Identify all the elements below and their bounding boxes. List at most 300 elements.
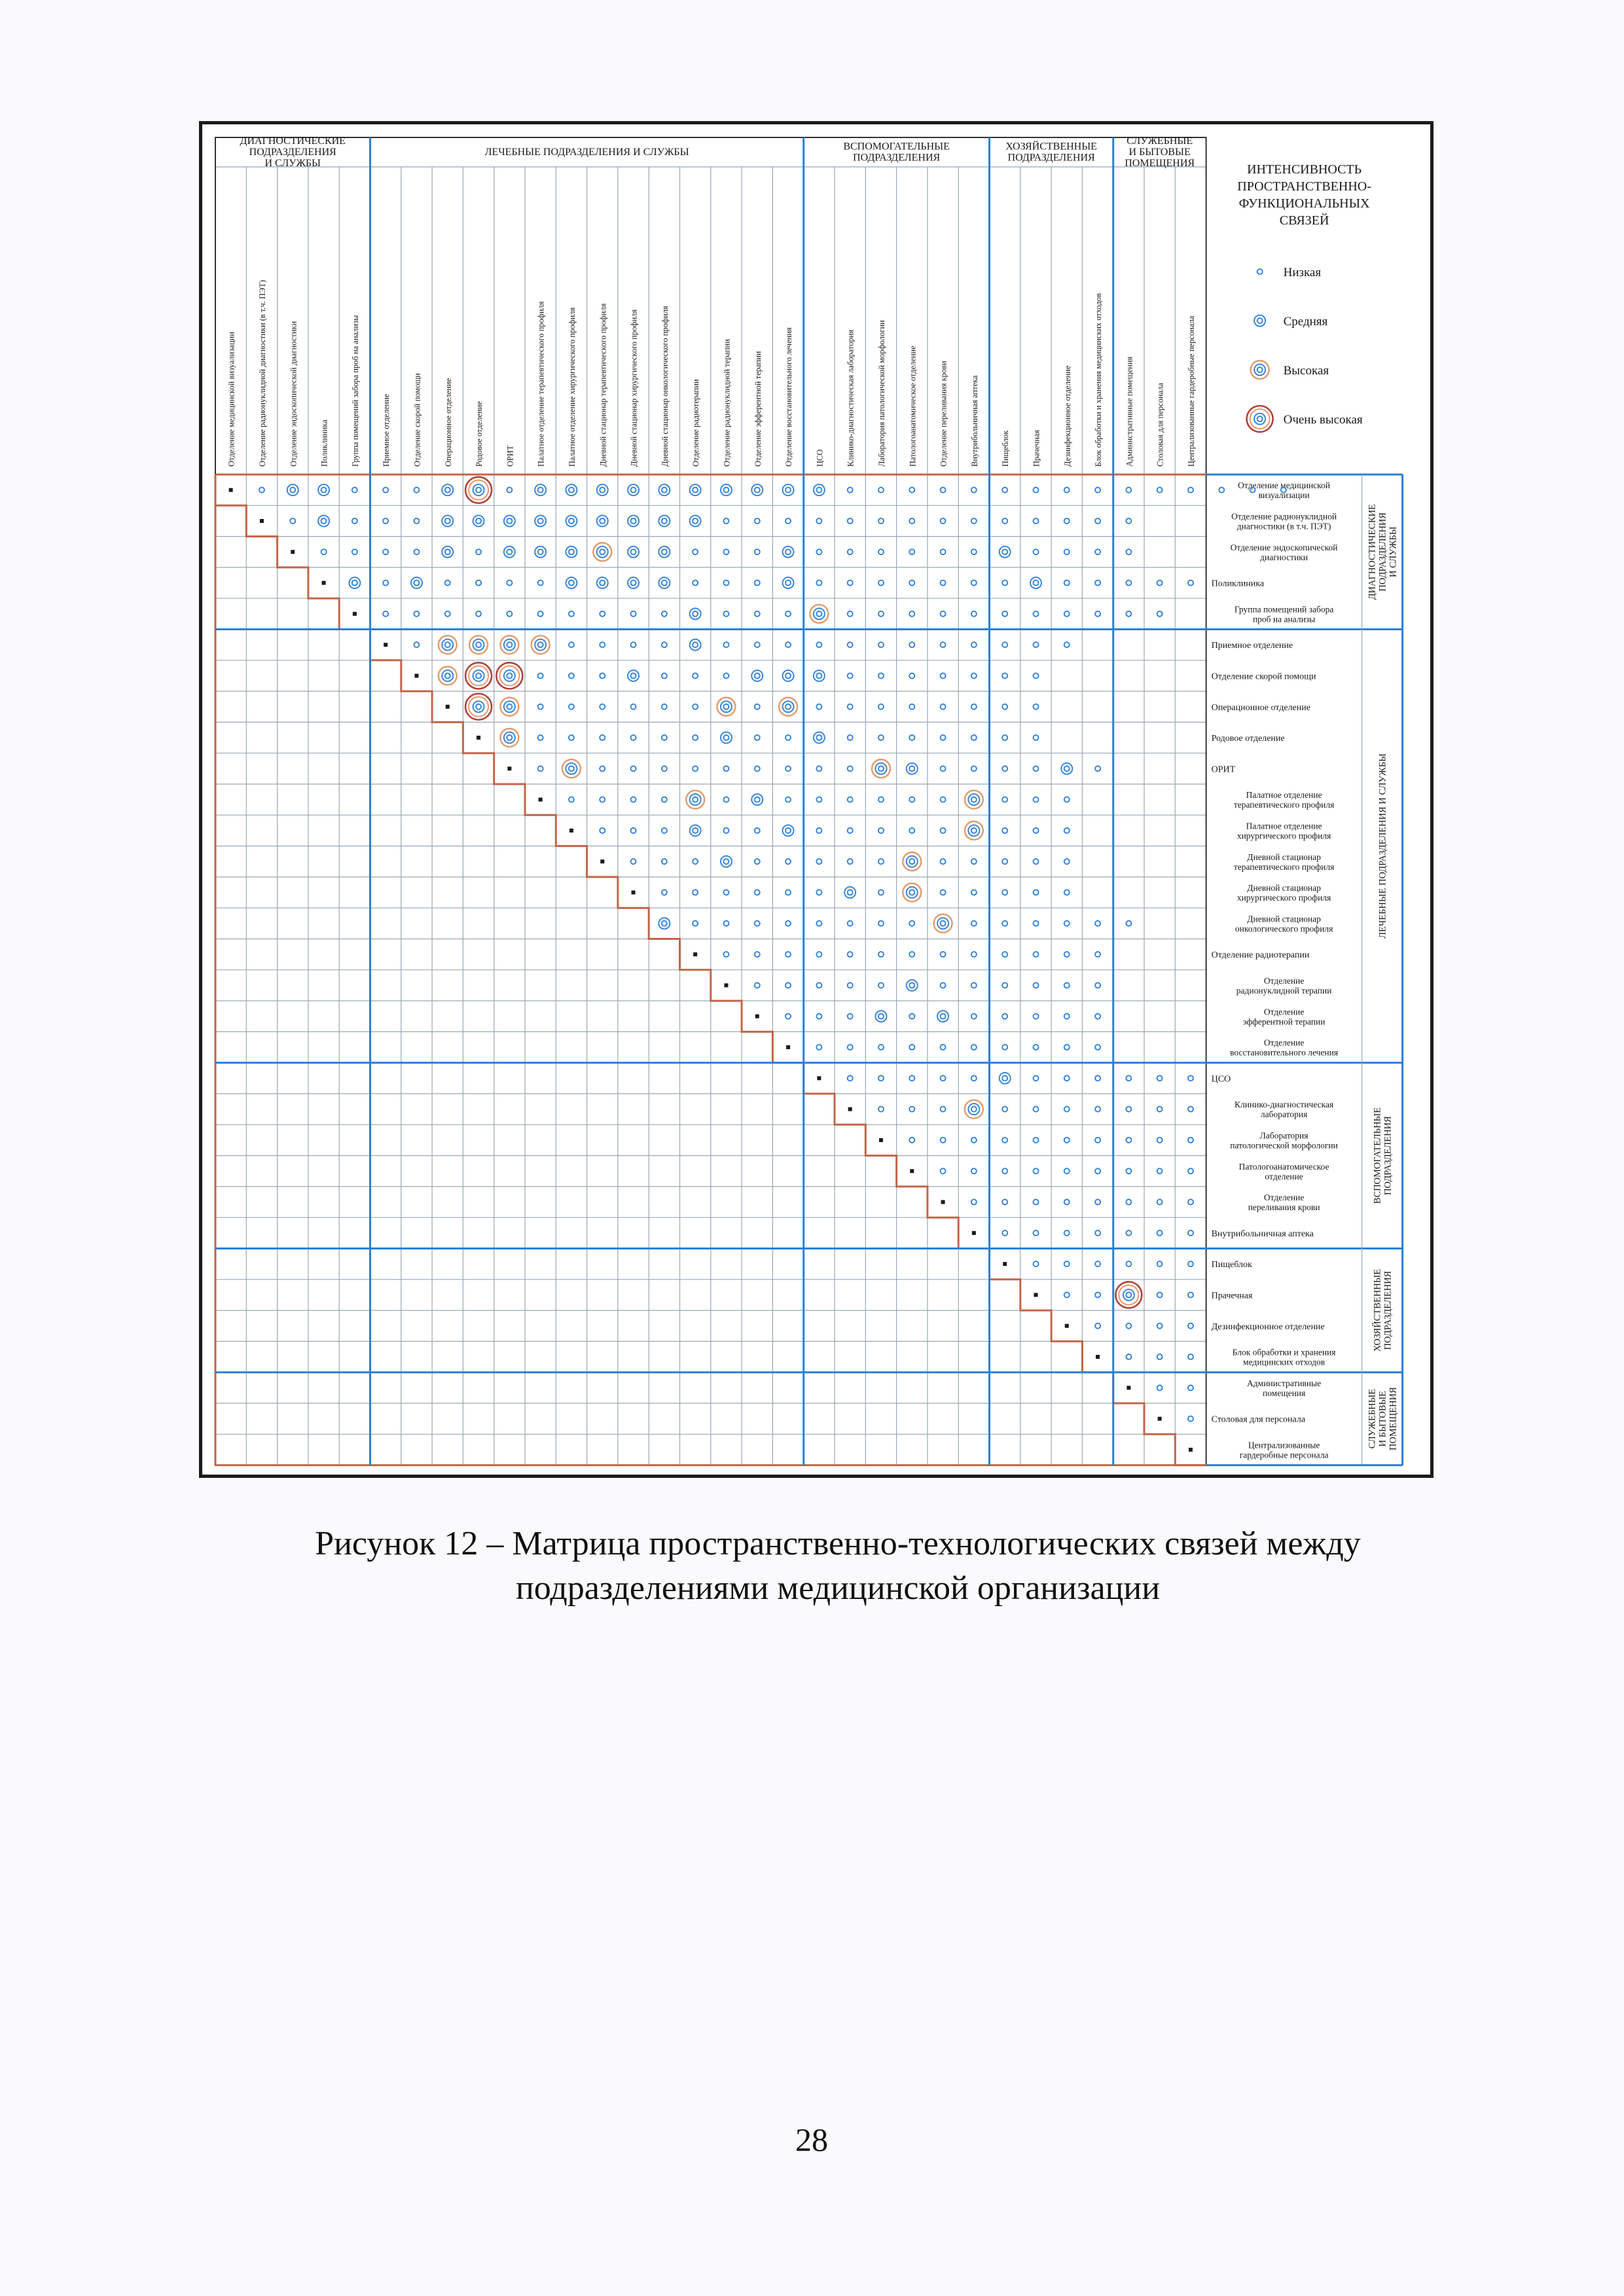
relation-level-1 xyxy=(1002,1200,1007,1205)
relation-level-1 xyxy=(909,611,914,617)
dot-blue xyxy=(414,518,419,524)
relation-level-1 xyxy=(909,518,914,524)
dot-blue xyxy=(909,488,914,493)
dot-blue xyxy=(693,673,698,678)
dot-blue xyxy=(723,704,729,709)
ring-blue xyxy=(783,670,794,681)
dot-blue xyxy=(785,611,791,617)
relation-level-1 xyxy=(507,488,512,493)
column-header-label: Отделение переливания крови xyxy=(939,361,948,467)
row-header-label: Отделение xyxy=(1263,1007,1305,1017)
relation-level-4 xyxy=(1247,406,1273,432)
relation-level-2 xyxy=(411,577,422,588)
row-header-label: хирургического профиля xyxy=(1236,893,1331,903)
relation-level-1 xyxy=(1002,1045,1007,1050)
relation-level-1 xyxy=(971,921,977,926)
dot-blue xyxy=(1002,611,1007,617)
relation-level-1 xyxy=(816,1014,821,1019)
relation-level-1 xyxy=(569,704,574,709)
relation-level-1 xyxy=(971,1045,977,1050)
relation-level-1 xyxy=(1157,611,1163,617)
relation-level-1 xyxy=(755,642,760,647)
dot-blue xyxy=(1033,518,1038,524)
relation-level-2 xyxy=(783,484,794,495)
dot-blue xyxy=(878,518,884,524)
relation-level-1 xyxy=(352,549,357,554)
dot-blue xyxy=(816,766,821,771)
dot-blue xyxy=(569,735,574,740)
relation-level-1 xyxy=(1126,1230,1131,1236)
relation-level-1 xyxy=(1064,611,1070,617)
dot-blue xyxy=(1002,549,1007,554)
dot-blue xyxy=(662,890,667,895)
relation-level-1 xyxy=(941,549,946,554)
dot-blue xyxy=(693,921,698,926)
relation-level-2 xyxy=(628,547,639,558)
relation-level-3 xyxy=(965,821,983,840)
ring-blue xyxy=(566,515,577,526)
relation-level-1 xyxy=(1095,611,1100,617)
relation-level-3 xyxy=(500,636,518,654)
relation-level-1 xyxy=(1095,1200,1100,1205)
dot-blue xyxy=(1033,1075,1038,1081)
row-header-label: Дневной стационар xyxy=(1247,852,1321,862)
relation-level-1 xyxy=(909,952,914,957)
column-header-label: Операционное отделение xyxy=(443,378,453,467)
dot-blue xyxy=(476,488,481,493)
relation-level-1 xyxy=(909,735,914,740)
relation-level-1 xyxy=(1126,549,1131,554)
relationship-matrix xyxy=(202,124,1430,1475)
relation-level-1 xyxy=(1002,982,1007,988)
relation-level-1 xyxy=(941,735,946,740)
relation-level-1 xyxy=(1157,1138,1163,1143)
dot-blue xyxy=(693,488,698,493)
dot-blue xyxy=(848,766,853,771)
dot-blue xyxy=(631,642,636,647)
row-header-label: терапевтического профиля xyxy=(1233,861,1335,872)
dot-blue xyxy=(1095,982,1100,988)
ring-blue xyxy=(1000,547,1011,558)
relation-level-1 xyxy=(1002,921,1007,926)
dot-blue xyxy=(1002,735,1007,740)
column-header-label: Отделение радионуклидной терапии xyxy=(722,339,732,467)
relation-level-1 xyxy=(848,518,853,524)
dot-blue xyxy=(878,549,884,554)
dot-blue xyxy=(1033,549,1038,554)
ring-inner xyxy=(469,666,488,685)
relation-level-1 xyxy=(1188,1385,1193,1390)
row-group-title: ВСПОМОГАТЕЛЬНЫЕ xyxy=(1372,1107,1383,1204)
relation-level-1 xyxy=(352,488,357,493)
row-header-label: радионуклидной терапии xyxy=(1236,985,1332,996)
legend-label: Низкая xyxy=(1283,266,1322,279)
row-header-label: Лаборатория xyxy=(1259,1130,1308,1141)
relation-level-1 xyxy=(878,1045,884,1050)
relation-level-1 xyxy=(1188,1168,1193,1174)
relation-level-2 xyxy=(814,732,825,744)
dot-blue xyxy=(1126,1075,1131,1081)
dot-blue xyxy=(1095,611,1100,617)
row-header-label: Палатное отделение xyxy=(1246,821,1322,831)
relation-level-1 xyxy=(1095,766,1100,771)
dot-blue xyxy=(878,1014,884,1019)
dot-blue xyxy=(941,488,946,493)
dot-blue xyxy=(941,642,946,647)
dot-blue xyxy=(1033,1045,1038,1050)
dot-blue xyxy=(785,952,791,957)
dot-blue xyxy=(971,673,977,678)
dot-blue xyxy=(1033,673,1038,678)
relation-level-1 xyxy=(816,952,821,957)
dot-blue xyxy=(755,642,760,647)
relation-level-1 xyxy=(662,859,667,864)
relation-level-1 xyxy=(1002,735,1007,740)
relation-level-1 xyxy=(848,488,853,493)
relation-level-1 xyxy=(848,859,853,864)
relation-level-1 xyxy=(785,921,791,926)
ring-blue xyxy=(628,670,639,681)
relation-level-1 xyxy=(816,890,821,895)
dot-blue xyxy=(693,581,698,586)
dot-blue xyxy=(414,488,419,493)
dot-blue xyxy=(816,518,821,524)
column-header-label: Отделение радионуклидной диагностики (в т.ч. ПЭТ) xyxy=(257,279,267,467)
row-header-label: диагностики (в т.ч. ПЭТ) xyxy=(1236,521,1331,531)
dot-blue xyxy=(600,797,605,802)
column-group-title: ПОДРАЗДЕЛЕНИЯ xyxy=(853,152,941,164)
dot-blue xyxy=(941,1107,946,1112)
dot-blue xyxy=(848,952,853,957)
relation-level-1 xyxy=(723,518,729,524)
row-header-label: Клинико-диагностическая xyxy=(1234,1100,1334,1110)
legend-title: ИНТЕНСИВНОСТЬ xyxy=(1247,162,1362,177)
relation-level-2 xyxy=(907,980,918,991)
ring-orange xyxy=(872,759,890,778)
dot-blue xyxy=(971,611,977,617)
relation-level-1 xyxy=(941,890,946,895)
dot-blue xyxy=(1257,318,1263,323)
relation-level-1 xyxy=(631,704,636,709)
row-group-title: ХОЗЯЙСТВЕННЫЕ xyxy=(1372,1268,1383,1352)
dot-blue xyxy=(445,642,450,647)
dot-blue xyxy=(600,673,605,678)
dot-blue xyxy=(941,1138,946,1143)
relation-level-1 xyxy=(848,1045,853,1050)
relation-level-1 xyxy=(848,735,853,740)
dot-blue xyxy=(1157,1354,1163,1359)
relation-level-1 xyxy=(693,890,698,895)
relation-level-1 xyxy=(569,673,574,678)
relation-level-1 xyxy=(816,921,821,926)
dot-blue xyxy=(631,611,636,617)
row-header-label: хирургического профиля xyxy=(1236,831,1331,841)
relation-level-1 xyxy=(1126,1168,1131,1174)
dot-blue xyxy=(878,1075,884,1081)
row-group-title: ДИАГНОСТИЧЕСКИЕ xyxy=(1367,504,1378,600)
diagonal-dash xyxy=(972,1231,976,1235)
relation-level-1 xyxy=(755,766,760,771)
dot-blue xyxy=(848,642,853,647)
relation-level-1 xyxy=(971,766,977,771)
dot-blue xyxy=(816,1045,821,1050)
ring-blue xyxy=(442,484,453,495)
relation-level-1 xyxy=(1064,488,1070,493)
relation-level-3 xyxy=(965,1100,983,1119)
relation-level-1 xyxy=(1157,488,1163,493)
column-header-label: Централизованные гардеробные персонала xyxy=(1186,315,1196,467)
column-header-label: Палатное отделение хирургического профиля xyxy=(567,307,577,467)
relation-level-1 xyxy=(1188,1354,1193,1359)
relation-level-1 xyxy=(414,518,419,524)
dot-blue xyxy=(631,766,636,771)
relation-level-1 xyxy=(878,673,884,678)
ring-blue xyxy=(968,794,979,805)
relation-level-1 xyxy=(848,797,853,802)
diagonal-dash xyxy=(260,519,264,523)
relation-level-1 xyxy=(848,704,853,709)
relation-level-1 xyxy=(1002,1230,1007,1236)
ring-blue xyxy=(721,484,732,495)
relation-level-1 xyxy=(600,611,605,617)
column-group-title: ХОЗЯЙСТВЕННЫЕ xyxy=(1005,141,1097,152)
relation-level-2 xyxy=(597,577,608,588)
dot-blue xyxy=(1095,488,1100,493)
row-header-label: патологической морфологии xyxy=(1230,1140,1338,1151)
relation-level-1 xyxy=(723,797,729,802)
relation-level-2 xyxy=(566,577,577,588)
dot-blue xyxy=(878,1045,884,1050)
dot-blue xyxy=(538,735,543,740)
relation-level-1 xyxy=(909,828,914,833)
dot-blue xyxy=(1002,828,1007,833)
dot-blue xyxy=(1157,1107,1163,1112)
relation-level-1 xyxy=(878,1075,884,1081)
ring-blue xyxy=(628,547,639,558)
dot-blue xyxy=(445,611,450,617)
ring-blue xyxy=(504,547,515,558)
relation-level-4 xyxy=(465,694,492,720)
dot-blue xyxy=(971,735,977,740)
row-header-label: онкологического профиля xyxy=(1235,924,1333,934)
dot-blue xyxy=(1126,1261,1131,1266)
dot-blue xyxy=(941,704,946,709)
relation-level-1 xyxy=(1033,921,1038,926)
relation-level-1 xyxy=(1219,488,1224,493)
relation-level-1 xyxy=(662,642,667,647)
dot-blue xyxy=(1064,581,1070,586)
dot-blue xyxy=(909,828,914,833)
row-group-title: ПОМЕЩЕНИЯ xyxy=(1388,1387,1399,1451)
ring-orange xyxy=(1251,361,1269,379)
relation-level-1 xyxy=(941,766,946,771)
diagonal-dash xyxy=(879,1138,883,1142)
ring-blue xyxy=(1123,1289,1134,1300)
dot-blue xyxy=(909,1075,914,1081)
relation-level-1 xyxy=(693,859,698,864)
relation-level-1 xyxy=(941,581,946,586)
dot-blue xyxy=(755,488,760,493)
relation-level-1 xyxy=(600,642,605,647)
dot-blue xyxy=(848,611,853,617)
ring-blue xyxy=(751,670,763,681)
column-group-title: ВСПОМОГАТЕЛЬНЫЕ xyxy=(843,141,950,152)
relation-level-2 xyxy=(937,1011,948,1022)
dot-blue xyxy=(662,488,667,493)
dot-blue xyxy=(909,1045,914,1050)
relation-level-1 xyxy=(631,642,636,647)
dot-blue xyxy=(1257,416,1263,422)
dot-blue xyxy=(1002,982,1007,988)
dot-blue xyxy=(1002,1168,1007,1174)
dot-blue xyxy=(1188,1323,1193,1329)
relation-level-1 xyxy=(971,952,977,957)
dot-blue xyxy=(785,549,791,554)
ring-orange xyxy=(562,759,581,778)
relation-level-1 xyxy=(941,488,946,493)
caption-line-1: Рисунок 12 – Матрица пространственно-технологических связей между xyxy=(315,1525,1361,1562)
diagonal-dash xyxy=(817,1076,821,1080)
relation-level-1 xyxy=(1033,1107,1038,1112)
relation-level-3 xyxy=(903,884,921,902)
relation-level-2 xyxy=(1061,763,1072,774)
relation-level-1 xyxy=(1002,952,1007,957)
column-header-label: Родовое отделение xyxy=(475,401,484,467)
ring-blue xyxy=(690,825,701,836)
dot-blue xyxy=(414,581,419,586)
relation-level-1 xyxy=(848,1014,853,1019)
row-header-label: отделение xyxy=(1265,1171,1303,1181)
dot-blue xyxy=(1188,1075,1193,1081)
ring-blue xyxy=(442,515,453,526)
dot-blue xyxy=(1095,1075,1100,1081)
dot-blue xyxy=(538,518,543,524)
relation-level-1 xyxy=(941,797,946,802)
dot-blue xyxy=(1126,1230,1131,1236)
relation-level-2 xyxy=(690,608,701,619)
dot-blue xyxy=(785,518,791,524)
row-group-title: ПОДРАЗДЕЛЕНИЯ xyxy=(1382,1116,1394,1195)
column-header-label: Отделение медицинской визуализации xyxy=(226,331,236,467)
relation-level-1 xyxy=(971,1075,977,1081)
dot-blue xyxy=(445,549,450,554)
relation-level-1 xyxy=(600,735,605,740)
row-header-label: Отделение радиотерапии xyxy=(1211,950,1310,961)
relation-level-1 xyxy=(1095,1014,1100,1019)
dot-blue xyxy=(723,890,729,895)
diagonal-dash xyxy=(414,673,418,677)
legend-label: Средняя xyxy=(1283,315,1328,329)
relation-level-1 xyxy=(693,735,698,740)
column-header-label: Внутрибольничная аптека xyxy=(969,375,979,467)
dot-blue xyxy=(1033,797,1038,802)
relation-level-1 xyxy=(600,673,605,678)
relation-level-1 xyxy=(848,611,853,617)
relation-level-1 xyxy=(848,921,853,926)
dot-blue xyxy=(1002,673,1007,678)
column-header-label: Дезинфекционное отделение xyxy=(1062,365,1072,467)
dot-blue xyxy=(352,518,357,524)
row-group-title: ПОДРАЗДЕЛЕНИЯ xyxy=(1382,1270,1394,1350)
dot-blue xyxy=(971,921,977,926)
ring-blue xyxy=(535,547,546,558)
relation-level-4 xyxy=(465,662,492,689)
dot-blue xyxy=(816,488,821,493)
ring-blue xyxy=(814,732,825,744)
dot-blue xyxy=(600,488,605,493)
caption-line-2: подразделениями медицинской организации xyxy=(515,1570,1161,1607)
diagonal-dash xyxy=(632,891,636,895)
row-header-label: визуализации xyxy=(1258,490,1310,501)
dot-blue xyxy=(971,1045,977,1050)
relation-level-2 xyxy=(783,825,794,836)
ring-blue xyxy=(907,980,918,991)
row-header-label: Родовое отделение xyxy=(1211,734,1285,744)
ring-blue xyxy=(597,547,608,558)
dot-blue xyxy=(1157,1168,1163,1174)
relation-level-2 xyxy=(1030,577,1041,588)
dot-blue xyxy=(476,518,481,524)
dot-blue xyxy=(755,828,760,833)
column-group-title: ЛЕЧЕБНЫЕ ПОДРАЗДЕЛЕНИЯ И СЛУЖБЫ xyxy=(484,147,689,158)
relation-level-1 xyxy=(1157,1385,1163,1390)
dot-blue xyxy=(848,673,853,678)
relation-level-1 xyxy=(693,766,698,771)
relation-level-1 xyxy=(785,518,791,524)
dot-blue xyxy=(1064,642,1070,647)
dot-blue xyxy=(1033,921,1038,926)
relation-level-1 xyxy=(785,735,791,740)
dot-blue xyxy=(941,828,946,833)
ring-blue xyxy=(907,887,918,898)
relation-level-1 xyxy=(909,673,914,678)
relation-level-1 xyxy=(909,549,914,554)
relation-level-2 xyxy=(566,515,577,526)
relation-level-1 xyxy=(1126,581,1131,586)
relation-level-1 xyxy=(1157,1075,1163,1081)
dot-blue xyxy=(971,859,977,864)
relation-level-2 xyxy=(535,515,546,526)
ring-blue xyxy=(721,701,732,712)
relation-level-1 xyxy=(1157,1292,1163,1297)
relation-level-1 xyxy=(1095,1045,1100,1050)
relation-level-2 xyxy=(659,918,670,929)
relation-level-1 xyxy=(848,642,853,647)
relation-level-1 xyxy=(878,704,884,709)
dot-blue xyxy=(538,611,543,617)
dot-blue xyxy=(600,642,605,647)
dot-blue xyxy=(1126,518,1131,524)
dot-blue xyxy=(723,921,729,926)
dot-blue xyxy=(569,611,574,617)
relation-level-1 xyxy=(662,735,667,740)
dot-blue xyxy=(1126,1168,1131,1174)
relation-level-3 xyxy=(686,791,704,809)
relation-level-2 xyxy=(659,547,670,558)
row-header-label: Блок обработки и хранения xyxy=(1232,1347,1336,1357)
dot-blue xyxy=(971,581,977,586)
relation-level-3 xyxy=(469,636,488,654)
relation-level-1 xyxy=(755,828,760,833)
ring-blue xyxy=(875,763,886,774)
relation-level-1 xyxy=(538,611,543,617)
relation-level-1 xyxy=(693,549,698,554)
relation-level-2 xyxy=(628,577,639,588)
relation-level-1 xyxy=(848,1075,853,1081)
relation-level-1 xyxy=(878,735,884,740)
relation-level-2 xyxy=(1000,547,1011,558)
relation-level-1 xyxy=(600,704,605,709)
